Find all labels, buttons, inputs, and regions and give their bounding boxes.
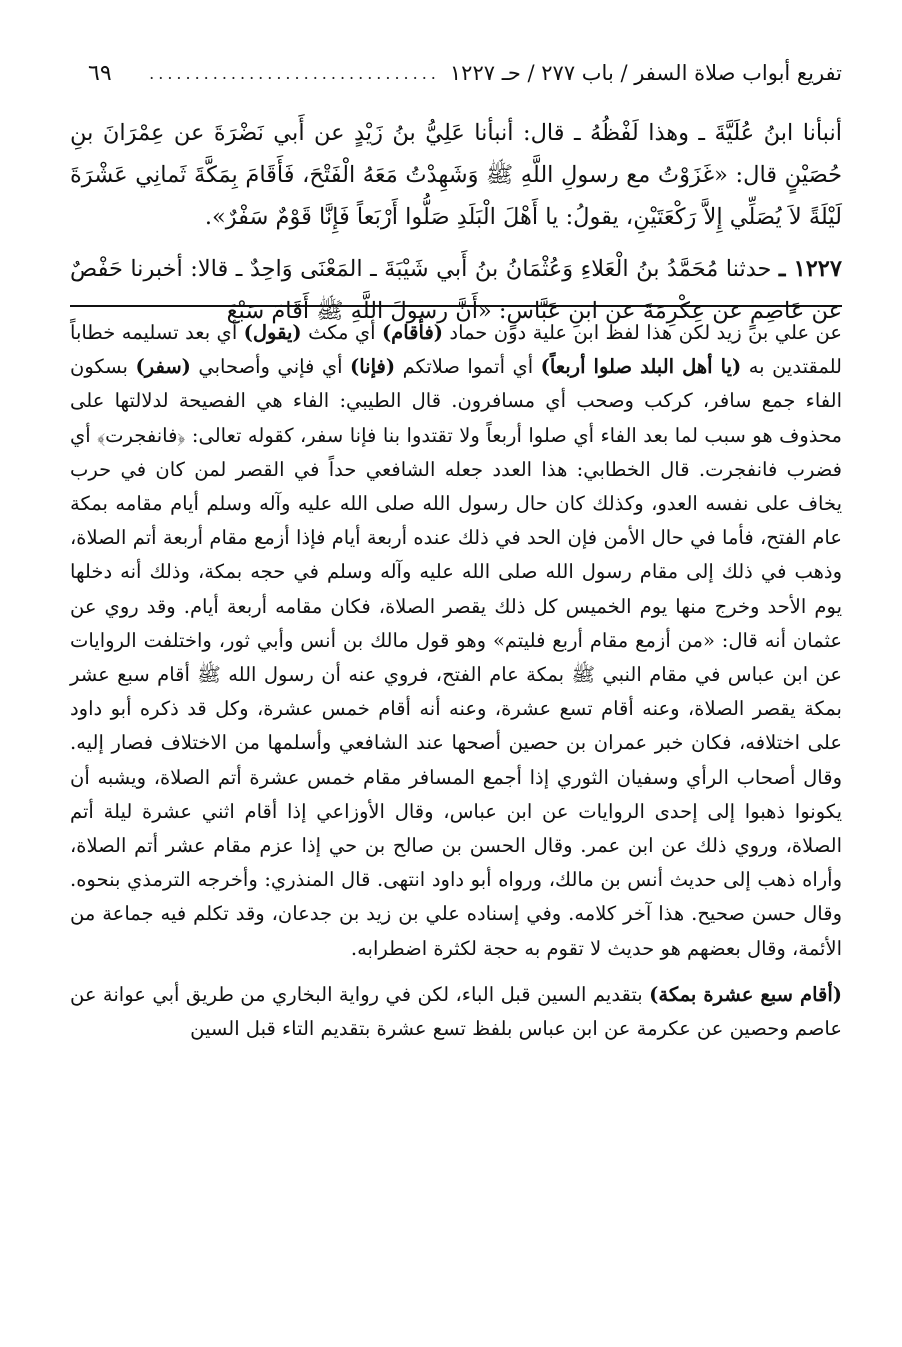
commentary-keyword: (يقول) [243, 321, 302, 344]
commentary-keyword: (فإنا) [350, 355, 396, 379]
commentary-run: عن علي بن زيد لكن هذا لفظ ابن علية دون حماد [443, 321, 843, 344]
commentary-text [70, 316, 842, 1046]
commentary-run: بسكون الفاء جمع سافر، كركب وصحب أي مسافرون. قال الطيبي: الفاء هي الفصيحة لدلالتها على محذوف هو سبب لما بعد الفاء أي صلوا أربعاً ولا تقتدوا بنا فإنا سفر، كقوله تعالى: ﴿فانفجرت﴾ أي فضرب فانفجرت. قال الخطابي: هذا العدد جعله الشافعي حداً في القصر لمن كان في حرب يخاف على نفسه العدو، وكذلك كان حال رسول الله صلى الله عليه وآله وسلم أيام مقامه بمكة عام الفتح، فأما في حال الأمن فإن الحد في ذلك عنده أربعة أيام فإذا أزمع مقام أربعة أتم الصلاة، وذهب في ذلك إلى مقام رسول الله صلى الله عليه وآله وسلم في حجه بمكة، وذلك أنه دخلها يوم الأحد وخرج منها يوم الخميس كل ذلك يقصر الصلاة، فكان مقامه أربعة أيام. وقد روي عن عثمان أنه قال: «من أزمع مقام أربع فليتم» وهو قول مالك بن أنس وأبي ثور، واختلفت الروايات عن ابن عباس في مقام النبي ﷺ بمكة عام الفتح، فروي عنه أن رسول الله ﷺ أقام سبع عشر بمكة يقصر الصلاة، وعنه أقام تسع عشرة، وعنه أنه أقام خمس عشرة، وكل قد ذكره أبو داود على اختلافه، فكان خبر عمران بن حصين أصحها عند الشافعي وأسلمها من الاختلاف فصار إليه. وقال أصحاب الرأي وسفيان الثوري إذا أجمع المسافر مقام خمس عشرة أتم الصلاة، ويشبه أن يكونوا ذهبوا إلى إحدى الروايات عن ابن عباس، وقال الأوزاعي إذا أقام اثني عشرة ليلة أتم الصلاة، وروي ذلك عن ابن عمر. وقال الحسن بن صالح بن حي إذا عزم مقام عشر أتم الصلاة، وأراه ذهب إلى حديث أنس بن مالك، ورواه أبو داود انتهى. قال المنذري: وأخرجه الترمذي بنحوه. وقال حسن صحيح. هذا آخر كلامه. وفي إسناده علي بن زيد بن جدعان، وقد تكلم فيه جماعة من الأئمة، وقال بعضهم هو حديث لا تقوم به حجة لكثرة اضطرابه. [70, 355, 842, 960]
footnote-divider [70, 305, 842, 307]
running-header [88, 56, 842, 90]
page-number: ٦٩ [88, 60, 112, 86]
chapter-title: تفريع أبواب صلاة السفر / باب ٢٧٧ / حـ ١٢٢٧ [449, 61, 842, 85]
commentary-run: أي بعد تسليمه خطاباً للمقتدين به [70, 321, 843, 379]
commentary-keyword: (أقام سبع عشرة بمكة) [649, 982, 842, 1006]
hadith-text: حدثنا مُحَمَّدُ بنُ الْعَلاءِ وَعُثْمَانُ بنُ أَبي شَيْبَةَ ـ المَعْنَى وَاحِدٌ ـ قالا: أخبرنا حَفْصٌ عن عَاصِمٍ عن عِكْرِمَةَ عن ابنِ عَبَّاسٍ: «أَنَّ رسولَ اللَّهِ ﷺ أَقَامَ سَبْعَ [70, 256, 842, 324]
commentary-run: أي مكث [301, 321, 382, 344]
commentary-run: بتقديم السين قبل الباء، لكن في رواية البخاري من طريق أبي عوانة عن عاصم وحصين عن عكرمة عن ابن عباس بلفظ تسع عشرة بتقديم التاء قبل السين [70, 982, 842, 1041]
hadith-number: ١٢٢٧ ـ [778, 256, 842, 282]
commentary-keyword: (فأقام) [381, 321, 443, 344]
commentary-keyword: (سفر) [135, 355, 191, 379]
commentary-run: أي أتموا صلاتكم [395, 355, 541, 379]
leader-dots: ................................ [149, 63, 440, 83]
hadith-main-text [70, 112, 842, 332]
commentary-keyword: (يا أهل البلد صلوا أربعاً) [540, 355, 742, 379]
hadith-continuation: أنبأنا ابنُ عُلَيَّةَ ـ وهذا لَفْظُهُ ـ قال: أنبأنا عَلِيُّ بنُ زَيْدٍ عن أَبي نَضْرَةَ عن عِمْرَانَ بنِ حُصَيْنٍ قال: «غَزَوْتُ مع رسولِ اللَّهِ ﷺ وَشَهِدْتُ مَعَهُ الْفَتْحَ، فَأَقَامَ بِمَكَّةَ ثَمانِي عَشْرَةَ لَيْلَةً لاَ يُصَلِّي إِلاَّ رَكْعَتَيْنِ، يقولُ: يا أَهْلَ الْبَلَدِ صَلُّوا أَرْبَعاً فَإِنَّا قَوْمٌ سَفْرٌ». [70, 120, 842, 230]
commentary-section-1 [70, 316, 842, 966]
commentary-section-2 [70, 978, 842, 1046]
commentary-run: أي فإني وأصحابي [190, 355, 351, 379]
